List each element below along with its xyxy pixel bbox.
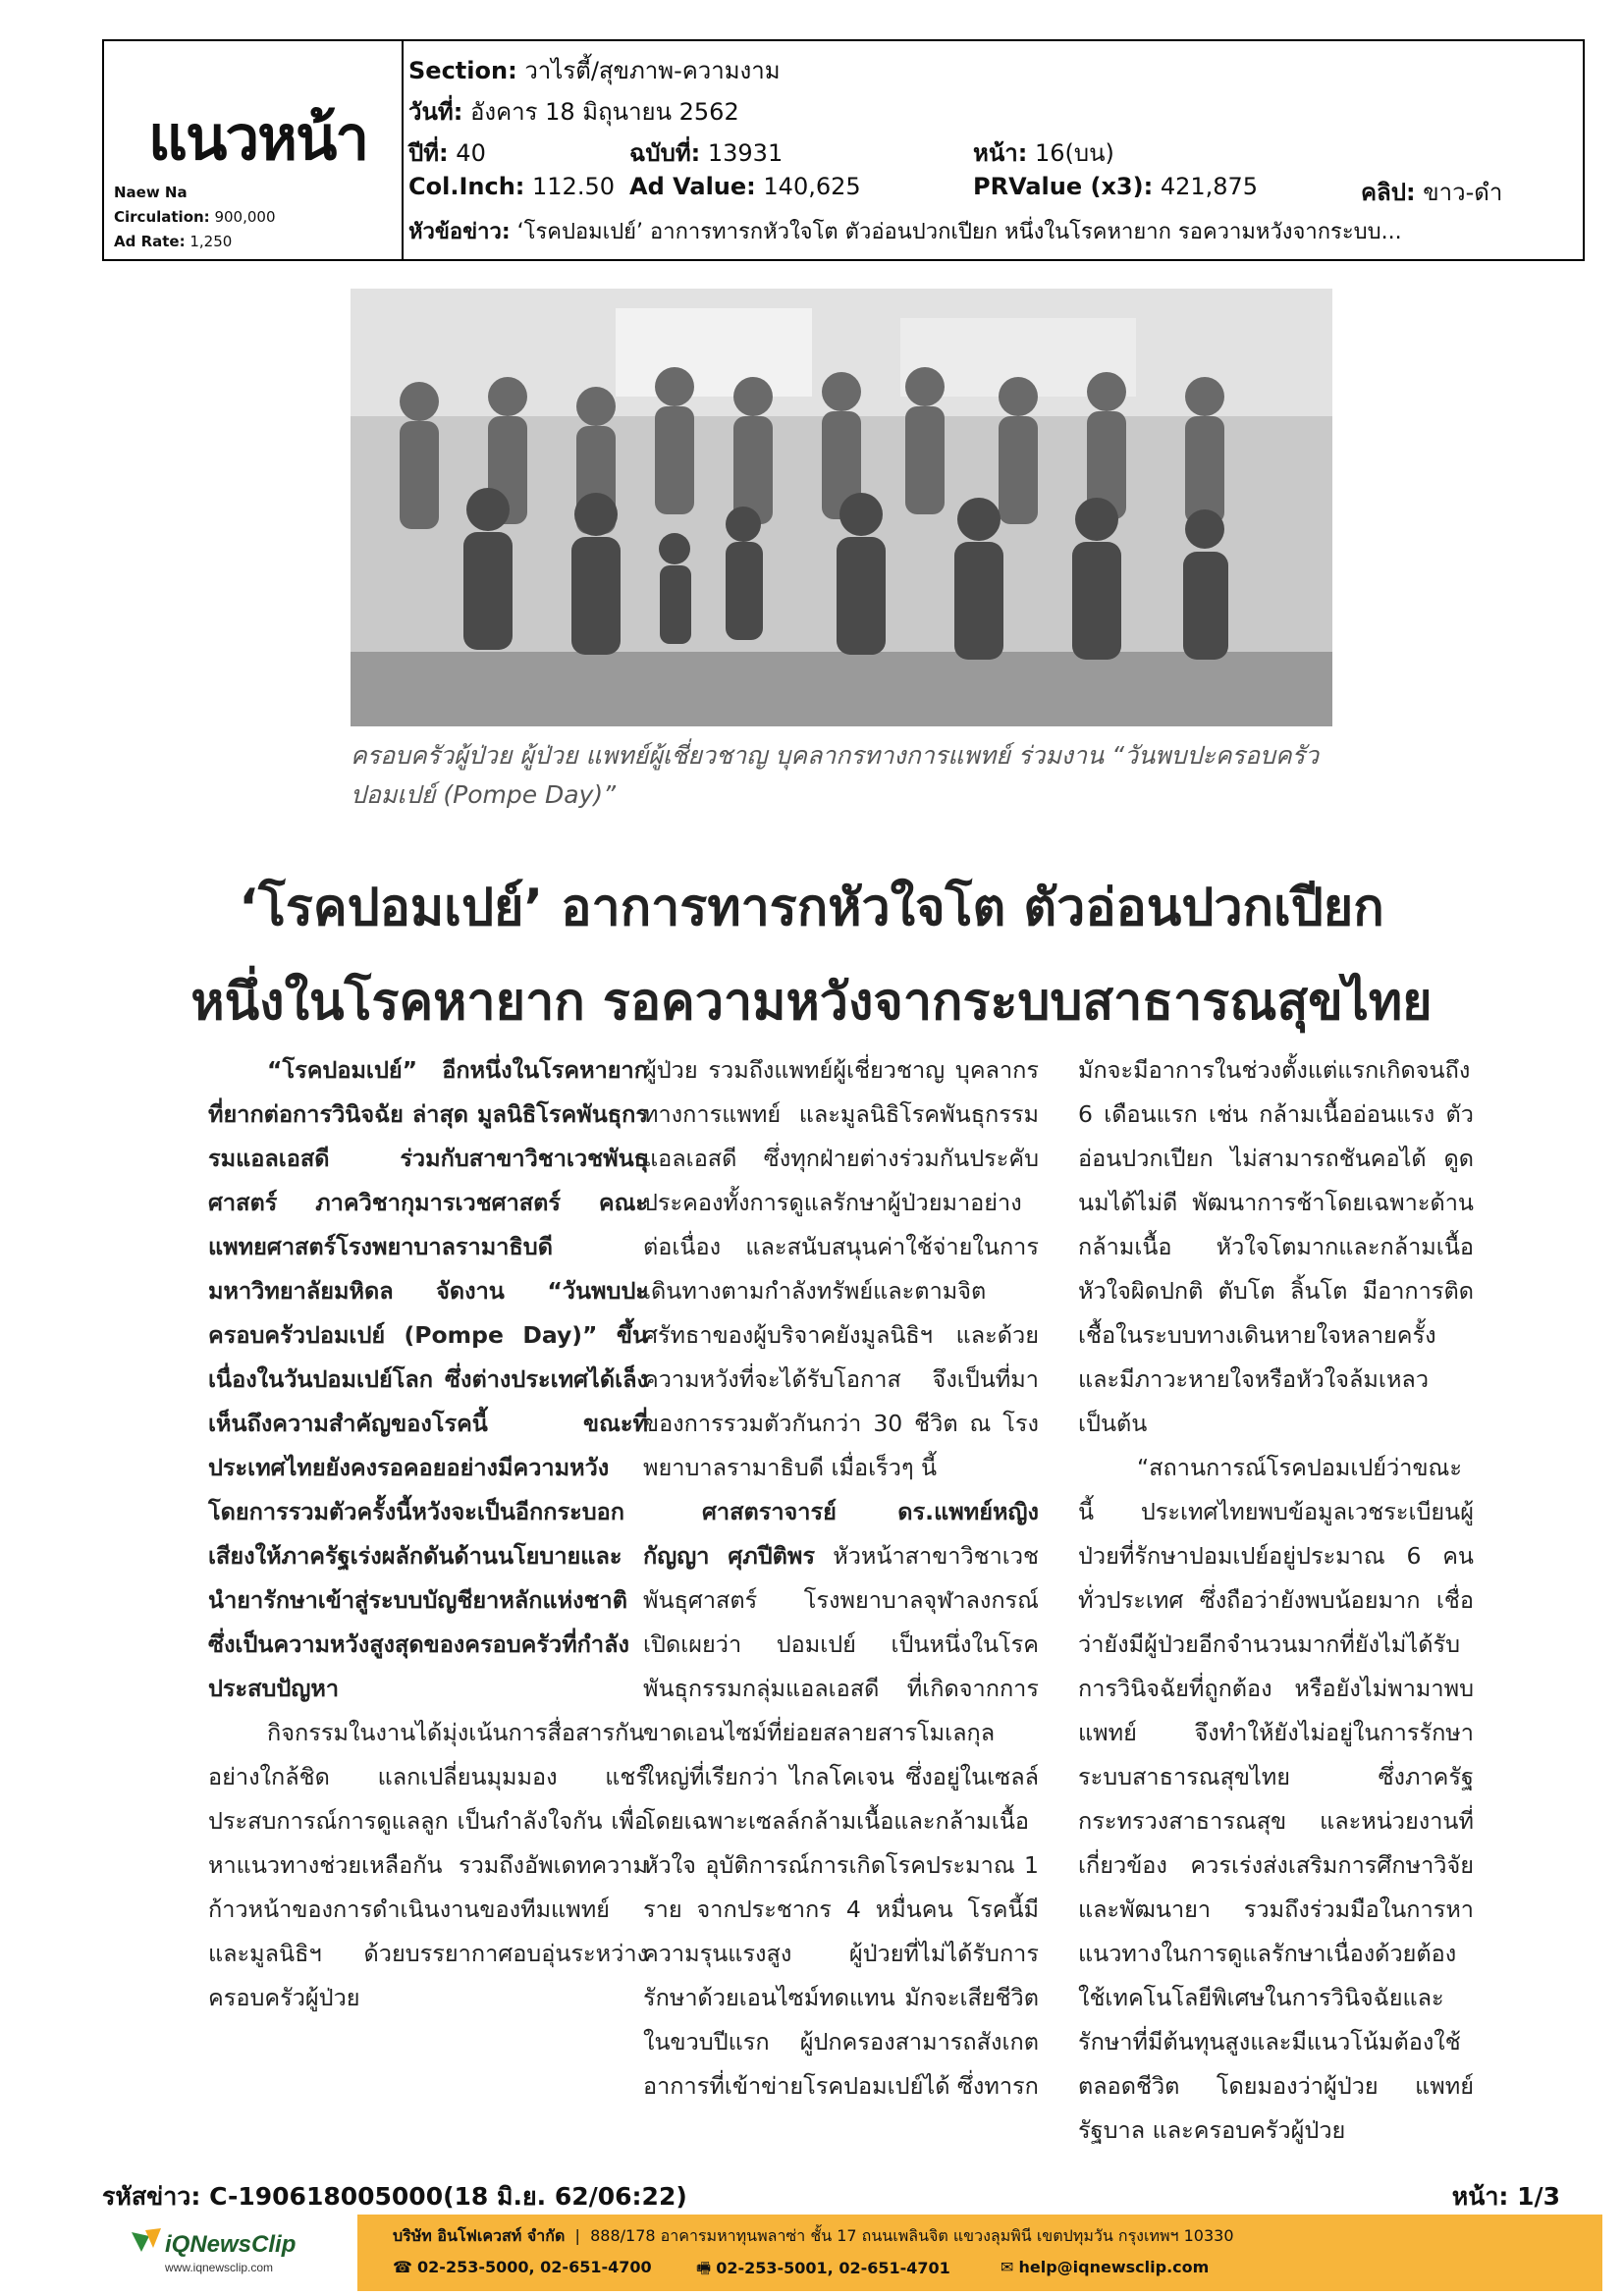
email[interactable]: ✉ help@iqnewsclip.com	[1001, 2258, 1210, 2276]
article-column-2	[643, 1048, 1039, 2109]
paragraph: “สถานการณ์โรคปอมเปย์ว่าขณะนี้ ประเทศไทยพบข้อมูลเวชระเบียนผู้ป่วยที่รักษาปอมเปย์อยู่ประมาณ 6 คน ทั่วประเทศ ซึ่งถือว่ายังพบน้อยมาก เชื่อว่ายังมีผู้ป่วยอีกจำนวนมากที่ยังไม่ได้รับการวินิจฉัยที่ถูกต้อง หรือยังไม่พามาพบแพทย์ จึงทำให้ยังไม่อยู่ในการรักษาระบบสาธารณสุขไทย ซึ่งภาครัฐกระทรวงสาธารณสุข และหน่วยงานที่เกี่ยวข้อง ควรเร่งส่งเสริมการศึกษาวิจัยและพัฒนายา รวมถึงร่วมมือในการหาแนวทางในการดูแลรักษาเนื่องด้วยต้องใช้เทคโนโลยีพิเศษในการวินิจฉัยและรักษาที่มีต้นทุนสูงและมีแนวโน้มต้องใช้ตลอดชีวิต โดยมองว่าผู้ป่วย แพทย์ รัฐบาล และครอบครัวผู้ป่วย	[1078, 1454, 1474, 2144]
brand-name: iQNewsClip	[165, 2231, 297, 2258]
clip-field: คลิป: ขาว-ดำ	[1361, 179, 1503, 206]
iqnewsclip-logo	[128, 2222, 353, 2281]
paragraph: มักจะมีอาการในช่วงตั้งแต่แรกเกิดจนถึง 6 เดือนแรก เช่น กล้ามเนื้ออ่อนแรง ตัวอ่อนปวกเปียก ไม่สามารถชันคอได้ ดูดนมได้ไม่ดี พัฒนาการช้าโดยเฉพาะด้านกล้ามเนื้อ หัวใจโตมากและกล้ามเนื้อหัวใจผิดปกติ ตับโต ลิ้นโต มีอาการติดเชื้อในระบบทางเดินหายใจหลายครั้ง และมีภาวะหายใจหรือหัวใจล้มเหลว เป็นต้น	[1078, 1056, 1474, 1437]
email-icon: ✉	[1001, 2258, 1014, 2276]
paragraph: ศาสตราจารย์ ดร.แพทย์หญิงกัญญา ศุภปีติพร หัวหน้าสาขาวิชาเวชพันธุศาสตร์ โรงพยาบาลจุฬาลงกรณ์ เปิดเผยว่า ปอมเปย์ เป็นหนึ่งในโรคพันธุกรรมกลุ่มแอลเอสดี ที่เกิดจากการขาดเอนไซม์ที่ย่อยสลายสารโมเลกุลใหญ่ที่เรียกว่า ไกลโคเจน ซึ่งอยู่ในเซลล์โดยเฉพาะเซลล์กล้ามเนื้อและกล้ามเนื้อหัวใจ อุบัติการณ์การเกิดโรคประมาณ 1 ราย จากประชากร 4 หมื่นคน โรคนี้มีความรุนแรงสูง ผู้ป่วยที่ไม่ได้รับการรักษาด้วยเอนไซม์ทดแทน มักจะเสียชีวิตในขวบปีแรก ผู้ปกครองสามารถสังเกตอาการที่เข้าข่ายโรคปอมเปย์ได้ ซึ่งทารก	[643, 1498, 1039, 2100]
page-field: หน้า: 16(บน)	[973, 139, 1114, 167]
article-column-1	[208, 1048, 648, 2020]
phone-icon: ☎	[393, 2258, 412, 2276]
news-code: รหัสข่าว: C-190618005000(18 มิ.ย. 62/06:22)	[102, 2182, 687, 2211]
group-photo	[351, 289, 1332, 726]
clipping-header	[102, 39, 1585, 261]
company-address: บริษัท อินโฟเควสท์ จำกัด | 888/178 อาคารมหาทุนพลาซ่า ชั้น 17 ถนนเพลินจิต แขวงลุมพินี เขตปทุมวัน กรุงเทพฯ 10330	[393, 2226, 1234, 2245]
headline-line-1: ‘โรคปอมเปย์’ อาการทารกหัวใจโต ตัวอ่อนปวกเปียก	[239, 879, 1384, 937]
date-line: วันที่: อังคาร 18 มิถุนายน 2562	[408, 98, 739, 126]
footer-contact-bar	[357, 2215, 1602, 2291]
article-column-3	[1078, 1048, 1474, 2153]
photo-caption: ครอบครัวผู้ป่วย ผู้ป่วย แพทย์ผู้เชี่ยวชาญ บุคลากรทางการแพทย์ ร่วมงาน “วันพบปะครอบครัวปอมเปย์ (Pompe Day)”	[351, 741, 1320, 809]
issue-field: ฉบับที่: 13931	[629, 139, 784, 167]
group-photo-illustration	[351, 289, 1332, 726]
ad-value-field: Ad Value: 140,625	[629, 173, 861, 200]
paragraph: ผู้ป่วย รวมถึงแพทย์ผู้เชี่ยวชาญ บุคลากรทางการแพทย์ และมูลนิธิโรคพันธุกรรมแอลเอสดี ซึ่งทุกฝ่ายต่างร่วมกันประคับประคองทั้งการดูแลรักษาผู้ป่วยมาอย่างต่อเนื่อง และสนับสนุนค่าใช้จ่ายในการเดินทางตามกำลังทรัพย์และตามจิตศรัทธาของผู้บริจาคยังมูลนิธิฯ และด้วยความหวังที่จะได้รับโอกาส จึงเป็นที่มาของการรวมตัวกันกว่า 30 ชีวิต ณ โรงพยาบาลรามาธิบดี เมื่อเร็วๆ นี้	[643, 1056, 1039, 1481]
lead-paragraph: “โรคปอมเปย์” อีกหนึ่งในโรคหายาก ที่ยากต่อการวินิจฉัย ล่าสุด มูลนิธิโรคพันธุกรรมแอลเอสดี ร่วมกับสาขาวิชาเวชพันธุศาสตร์ ภาควิชากุมารเวชศาสตร์ คณะแพทยศาสตร์โรงพยาบาลรามาธิบดี มหาวิทยาลัยมหิดล จัดงาน “วันพบปะครอบครัวปอมเปย์ (Pompe Day)” ขึ้น เนื่องในวันปอมเปย์โลก ซึ่งต่างประเทศได้เล็งเห็นถึงความสำคัญของโรคนี้ ขณะที่ประเทศไทยยังคงรอคอยอย่างมีความหวัง โดยการรวมตัวครั้งนี้หวังจะเป็นอีกกระบอกเสียงให้ภาครัฐเร่งผลักดันด้านนโยบายและนำยารักษาเข้าสู่ระบบบัญชียาหลักแห่งชาติ ซึ่งเป็นความหวังสูงสุดของครอบครัวที่กำลังประสบปัญหา	[208, 1056, 648, 1702]
ad-rate: Ad Rate: 1,250	[114, 233, 233, 250]
newspaper-logo: แนวหน้า	[148, 102, 368, 174]
author-name: ศาสตราจารย์ ดร.แพทย์หญิงกัญญา ศุภปีติพร	[643, 1498, 1039, 1570]
phone: ☎ 02-253-5000, 02-651-4700	[393, 2258, 652, 2276]
logo-cell	[104, 41, 404, 259]
section-line: Section: วาไรตี้/สุขภาพ-ความงาม	[408, 57, 781, 84]
circulation: Circulation: 900,000	[114, 208, 276, 226]
fax-icon: 🖷	[696, 2259, 712, 2277]
prvalue-field: PRValue (x3): 421,875	[973, 173, 1259, 200]
headline-line-2: หนึ่งในโรคหายาก รอความหวังจากระบบสาธารณสุขไทย	[190, 973, 1433, 1032]
headline-field: หัวข้อข่าว: ‘โรคปอมเปย์’ อาการทารกหัวใจโต ตัวอ่อนปวกเปียก หนึ่งในโรคหายาก รอความหวังจากระบบ...	[408, 220, 1402, 244]
paragraph: กิจกรรมในงานได้มุ่งเน้นการสื่อสารกันอย่างใกล้ชิด แลกเปลี่ยนมุมมอง แชร์ประสบการณ์การดูแลลูก เป็นกำลังใจกัน เพื่อหาแนวทางช่วยเหลือกัน รวมถึงอัพเดทความก้าวหน้าของการดำเนินงานของทีมแพทย์ และมูลนิธิฯ ด้วยบรรยากาศอบอุ่นระหว่างครอบครัวผู้ป่วย	[208, 1719, 648, 2011]
page-number: หน้า: 1/3	[1451, 2182, 1560, 2211]
colinch-field: Col.Inch: 112.50	[408, 173, 615, 200]
publication-name: Naew Na	[114, 184, 188, 201]
year-field: ปีที่: 40	[408, 139, 486, 167]
brand-url: www.iqnewsclip.com	[165, 2261, 274, 2274]
fax: 🖷 02-253-5001, 02-651-4701	[696, 2259, 950, 2277]
iqnewsclip-logo-graphic	[128, 2222, 353, 2281]
